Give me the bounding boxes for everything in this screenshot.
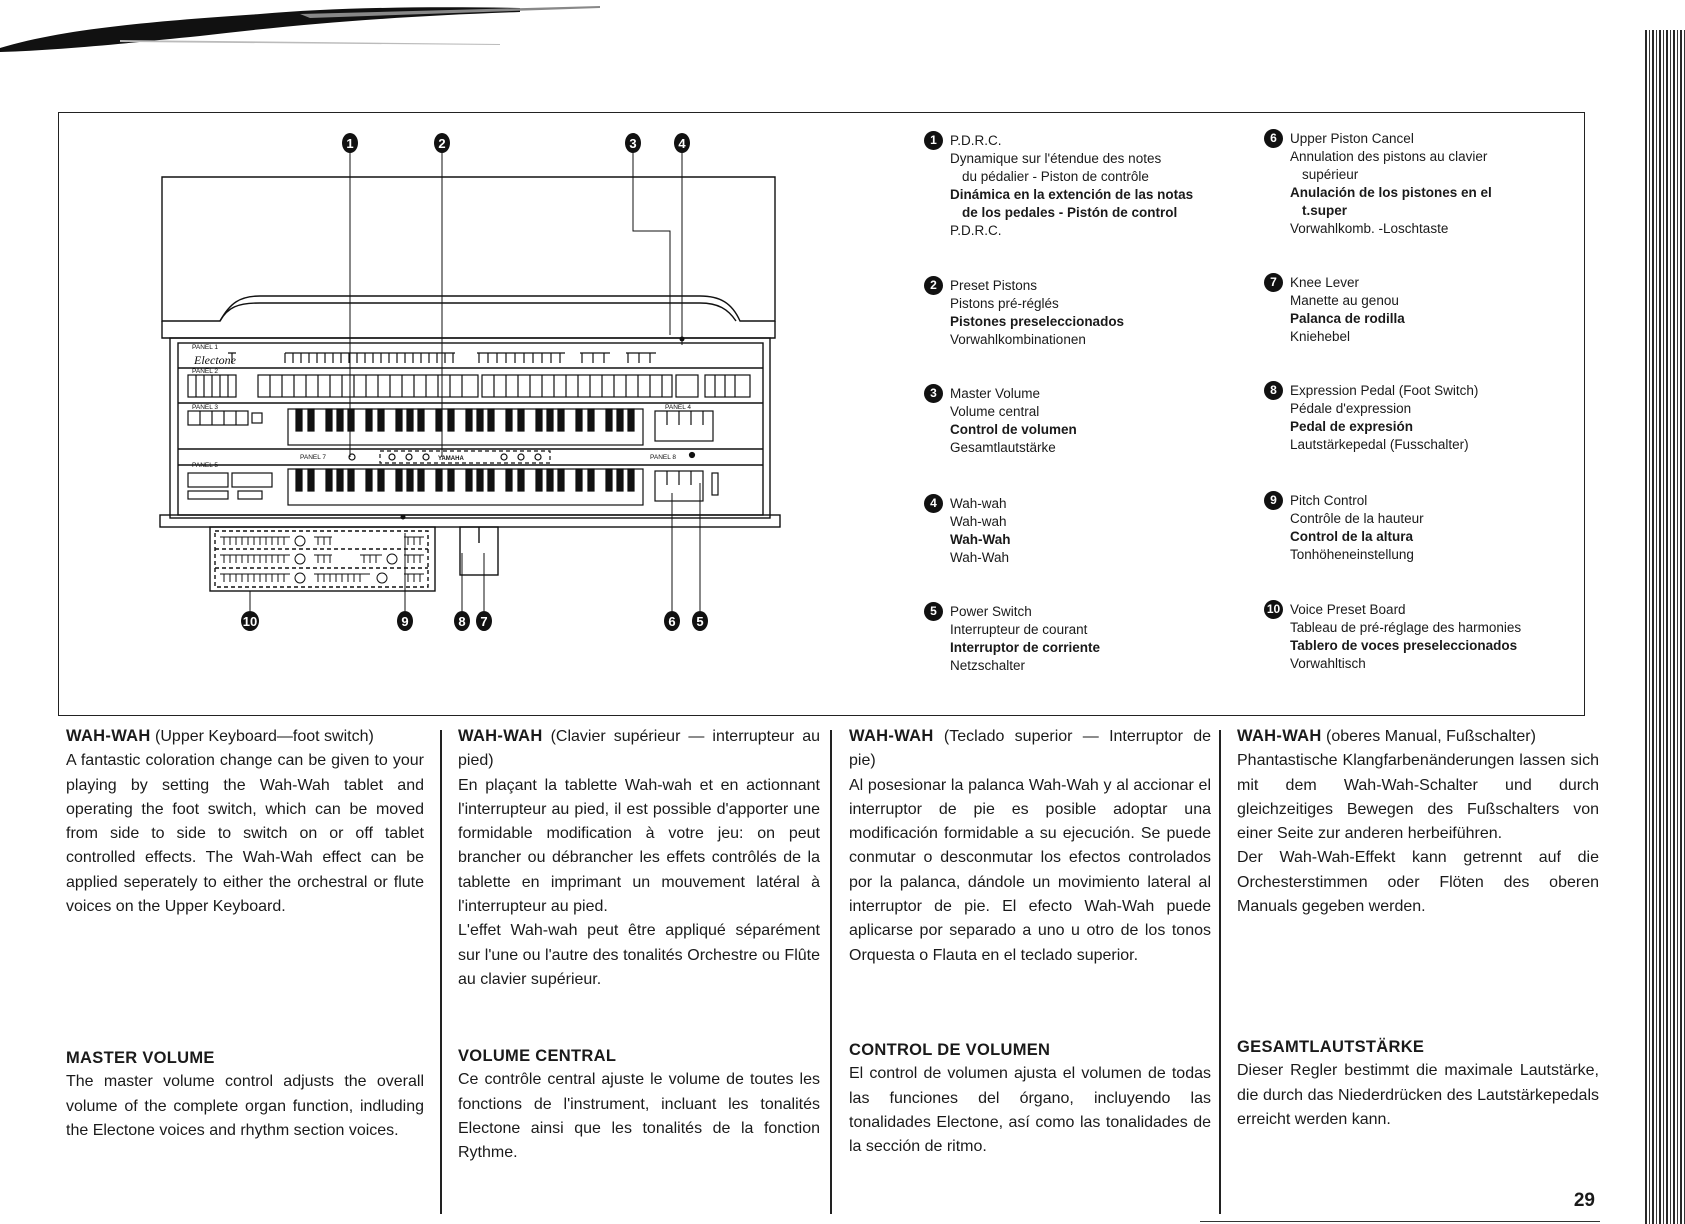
paragraph: The master volume control adjusts the overall volume of the complete organ function, indluding the Electone voices and rhythm section voices. bbox=[66, 1073, 424, 1139]
legend-translation: Interrupteur de courant bbox=[950, 622, 1088, 637]
text-column bbox=[458, 724, 820, 1162]
legend-title: Power Switch bbox=[950, 604, 1032, 619]
panel-4-label: PANEL 4 bbox=[665, 404, 692, 411]
legend-item-5 bbox=[930, 603, 1270, 675]
svg-text:10: 10 bbox=[242, 614, 258, 629]
legend-title: Master Volume bbox=[950, 386, 1041, 401]
legend-translation: P.D.R.C. bbox=[950, 223, 1002, 238]
legend-translation: Control de la altura bbox=[1290, 529, 1414, 544]
legend-title: Knee Lever bbox=[1290, 275, 1360, 290]
legend-title: Expression Pedal (Foot Switch) bbox=[1290, 383, 1479, 398]
svg-text:4: 4 bbox=[678, 136, 686, 151]
legend-number-badge: 2 bbox=[924, 276, 943, 295]
section-heading: GESAMTLAUTSTÄRKE bbox=[1237, 1038, 1425, 1056]
paragraph: Dieser Regler bestimmt die maximale Lautstärke, die durch das Niederdrücken des Lautstärkepedals erreicht werden kann. bbox=[1237, 1062, 1599, 1128]
legend-translation: Contrôle de la hauteur bbox=[1290, 511, 1424, 526]
yamaha-logo-text: YAMAHA bbox=[438, 456, 464, 462]
paragraph: Phantastische Klangfarbenänderungen lassen sich mit dem Wah-Wah-Schalter und durch gleichzeitiges Bewegen des Fußschalters von einer Seite zur anderen herbeiführen. bbox=[1237, 752, 1599, 843]
legend-translation: supérieur bbox=[1302, 167, 1359, 182]
paragraph: L'effet Wah-wah peut être appliqué séparément sur l'une ou l'autre des tonalités Orchestre ou Flûte au clavier supérieur. bbox=[458, 922, 820, 988]
legend-title: Voice Preset Board bbox=[1290, 602, 1406, 617]
legend-number-badge: 3 bbox=[924, 384, 943, 403]
legend-title: Wah-wah bbox=[950, 496, 1007, 511]
legend-title: P.D.R.C. bbox=[950, 133, 1002, 148]
legend-title: Upper Piston Cancel bbox=[1290, 131, 1414, 146]
legend-translation: du pédalier - Piston de contrôle bbox=[962, 169, 1149, 184]
legend-translation: Pistons pré-réglés bbox=[950, 296, 1059, 311]
legend-translation: Tablero de voces preseleccionados bbox=[1290, 638, 1518, 653]
electone-logo: Electone bbox=[194, 353, 236, 367]
legend-title: Preset Pistons bbox=[950, 278, 1038, 293]
wah-wah-section bbox=[1237, 724, 1599, 749]
legend-translation: Pedal de expresión bbox=[1290, 419, 1414, 434]
legend-number-badge: 9 bbox=[1264, 491, 1283, 510]
legend-translation: Annulation des pistons au clavier bbox=[1290, 149, 1488, 164]
legend-item-4 bbox=[930, 495, 1270, 567]
legend-number-badge: 8 bbox=[1264, 381, 1283, 400]
section-heading: MASTER VOLUME bbox=[66, 1049, 215, 1067]
legend-title: Pitch Control bbox=[1290, 493, 1368, 508]
section-heading: WAH-WAH bbox=[849, 727, 934, 745]
footer-rule bbox=[1200, 1221, 1600, 1222]
legend-number-badge: 10 bbox=[1264, 600, 1283, 619]
legend-translation: Kniehebel bbox=[1290, 329, 1351, 344]
panel-2-label: PANEL 2 bbox=[192, 368, 219, 375]
svg-text:1: 1 bbox=[346, 136, 354, 151]
legend-translation: Volume central bbox=[950, 404, 1040, 419]
panel-1-label: PANEL 1 bbox=[192, 344, 219, 351]
section-subheading: (oberes Manual, Fußschalter) bbox=[1326, 728, 1536, 745]
legend-translation: Vorwahlkombinationen bbox=[950, 332, 1086, 347]
legend-number-badge: 7 bbox=[1264, 273, 1283, 292]
page-number: 29 bbox=[1573, 1190, 1595, 1211]
paragraph: Al posesionar la palanca Wah-Wah y al accionar el interruptor de pie es posible adoptar una modificación formidable a su ejecución. Se puede conmutar o desconmutar los efectos controlados por la palanca, dándole un movimiento lateral al interruptor de pie. El efecto Wah-Wah puede aplicarse por separado a uno u otro de los tonos Orquesta o Flauta en el teclado superior. bbox=[849, 776, 1211, 964]
svg-text:5: 5 bbox=[696, 614, 704, 629]
paragraph: En plaçant la tablette Wah-wah et en actionnant l'interrupteur au pied, il est possible d'apporter une formidable modification à votre jeu: on peut brancher ou débrancher les effets contrôlés de la tablette en imprimant un mouvement latéral à l'interrupteur au pied. bbox=[458, 776, 820, 916]
legend-translation: Tonhöheneinstellung bbox=[1290, 547, 1414, 562]
legend-number-badge: 4 bbox=[924, 494, 943, 513]
panel-8-label: PANEL 8 bbox=[650, 454, 677, 461]
legend-translation: Palanca de rodilla bbox=[1290, 311, 1405, 326]
paragraph: Ce contrôle central ajuste le volume de toutes les fonctions de l'instrument, incluant les tonalités Electone ainsi que les tonalités de la fonction Rythme. bbox=[458, 1071, 820, 1162]
wah-wah-section bbox=[458, 724, 820, 774]
legend-item-8 bbox=[1270, 382, 1610, 454]
section-subheading: (Upper Keyboard—foot switch) bbox=[155, 728, 374, 745]
legend-translation: Interruptor de corriente bbox=[950, 640, 1101, 655]
legend-translation: Vorwahltisch bbox=[1290, 656, 1366, 671]
svg-text:8: 8 bbox=[458, 614, 466, 629]
legend-translation: Pédale d'expression bbox=[1290, 401, 1412, 416]
legend-number-badge: 1 bbox=[924, 131, 943, 150]
wah-wah-section bbox=[66, 724, 424, 749]
section-heading: VOLUME CENTRAL bbox=[458, 1047, 617, 1065]
legend-translation: Tableau de pré-réglage des harmonies bbox=[1290, 620, 1522, 635]
legend-item-1 bbox=[930, 132, 1270, 240]
section-subheading: (Teclado superior — Interruptor de pie) bbox=[849, 728, 1212, 770]
legend-translation: Wah-Wah bbox=[950, 532, 1011, 547]
legend-number-badge: 5 bbox=[924, 602, 943, 621]
text-column bbox=[1237, 724, 1599, 1128]
panel-5-label: PANEL 5 bbox=[192, 462, 219, 469]
section-subheading: (Clavier supérieur — interrupteur au pied) bbox=[458, 728, 820, 770]
legend-item-3 bbox=[930, 385, 1270, 457]
legend-number-badge: 6 bbox=[1264, 129, 1283, 148]
svg-text:9: 9 bbox=[401, 614, 409, 629]
section-heading: WAH-WAH bbox=[66, 727, 151, 745]
legend-item-6 bbox=[1270, 130, 1610, 238]
svg-text:7: 7 bbox=[480, 614, 488, 629]
legend-translation: Pistones preseleccionados bbox=[950, 314, 1125, 329]
section-heading: WAH-WAH bbox=[1237, 727, 1322, 745]
legend-translation: Dinámica en la extención de las notas bbox=[950, 187, 1194, 202]
legend-item-7 bbox=[1270, 274, 1610, 346]
legend-translation: Anulación de los pistones en el bbox=[1290, 185, 1492, 200]
legend-translation: Vorwahlkomb. -Loschtaste bbox=[1290, 221, 1449, 236]
legend-item-9 bbox=[1270, 492, 1610, 564]
svg-text:6: 6 bbox=[668, 614, 676, 629]
legend-translation: t.super bbox=[1302, 203, 1348, 218]
paragraph: Der Wah-Wah-Effekt kann getrennt auf die Orchesterstimmen oder Flöten des oberen Manuals gegeben werden. bbox=[1237, 849, 1599, 916]
svg-text:2: 2 bbox=[438, 136, 446, 151]
legend-translation: Netzschalter bbox=[950, 658, 1026, 673]
panel-3-label: PANEL 3 bbox=[192, 404, 219, 411]
section-heading: CONTROL DE VOLUMEN bbox=[849, 1041, 1051, 1059]
section-heading: WAH-WAH bbox=[458, 727, 543, 745]
paragraph: A fantastic coloration change can be given to your playing by setting the Wah-Wah tablet and operating the foot switch, which can be moved from side to side to switch on or off tablet controlled effects. The Wah-Wah effect can be applied seperately to either the orchestral or flute voices on the Upper Keyboard. bbox=[66, 752, 424, 916]
text-column bbox=[849, 724, 1212, 1156]
legend-item-2 bbox=[930, 277, 1270, 349]
legend-item-10 bbox=[1266, 601, 1610, 673]
legend-translation: Control de volumen bbox=[950, 422, 1077, 437]
paragraph: El control de volumen ajusta el volumen de todas las funciones del órgano, incluyendo las tonalidades Electone, así como las tonalidades de la sección de ritmo. bbox=[849, 1065, 1211, 1156]
panel-7-label: PANEL 7 bbox=[300, 454, 327, 461]
legend-translation: Wah-Wah bbox=[950, 550, 1010, 565]
text-column bbox=[66, 724, 424, 1139]
legend-translation: Wah-wah bbox=[950, 514, 1007, 529]
legend-translation: Manette au genou bbox=[1290, 293, 1399, 308]
svg-text:3: 3 bbox=[629, 136, 637, 151]
legend-translation: Gesamtlautstärke bbox=[950, 440, 1056, 455]
legend-translation: Dynamique sur l'étendue des notes bbox=[950, 151, 1162, 166]
legend-translation: Lautstärkepedal (Fusschalter) bbox=[1290, 437, 1469, 452]
wah-wah-section bbox=[849, 724, 1211, 774]
legend-translation: de los pedales - Pistón de control bbox=[962, 205, 1178, 220]
